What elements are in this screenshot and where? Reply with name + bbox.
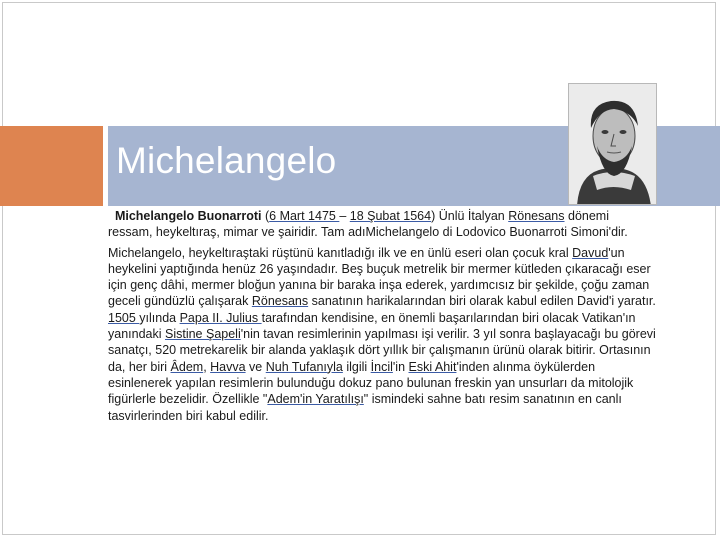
portrait-image — [568, 83, 657, 205]
text: 'un heykelini yaptığında henüz 26 yaşındadır. Beş buçuk metrelik bir mermer kütleden çıkaracağı eser için genç dâhi, mermer bloğun yanına bir baraka inşa ederek, yardımcısız bir şekilde, çoğu zaman geceli gündüzlü çalışarak — [108, 245, 651, 309]
text: yılında — [139, 310, 180, 325]
text: ve — [245, 359, 266, 374]
link-ademin-yaratilisi[interactable]: Adem'in Yaratılışı — [267, 392, 364, 407]
link-adem[interactable]: Âdem — [170, 359, 204, 374]
paragraph-2 — [108, 245, 656, 310]
text: ) Ünlü İtalyan — [431, 209, 509, 223]
text: 'in — [392, 359, 409, 374]
link-ronesans-2[interactable]: Rönesans — [251, 294, 309, 309]
text: " ismindeki sahne batı resim sanatının en canlı tasvirlerinden biri kabul edilir. — [108, 392, 622, 423]
link-1505[interactable]: 1505 — [108, 310, 140, 325]
text: – — [339, 209, 350, 223]
text: ilgili — [342, 359, 371, 374]
link-birth-date[interactable]: 6 Mart 1475 — [269, 209, 340, 223]
link-davud[interactable]: Davud — [572, 245, 609, 260]
link-ronesans[interactable]: Rönesans — [508, 209, 565, 223]
text: Michelangelo, heykeltıraştaki rüştünü kanıtladığı ilk ve en ünlü eseri olan çocuk kral — [108, 245, 573, 260]
text: sanatının harikalarından biri olarak kabul edilen David'i yaratır. — [308, 294, 656, 309]
link-sistine[interactable]: Sistine Şapeli — [164, 327, 241, 342]
accent-block — [0, 126, 103, 206]
text: 'nin tavan resimlerinin yapılması işi verilir. 3 yıl sonra başlayacağı bu görevi sanatçı, 520 metrekarelik bir alanda yaklaşık dört yıllık bir çalışmanın ürünü olarak bitirir. Ortasının da, her biri — [108, 327, 656, 374]
link-incil[interactable]: İncil — [370, 359, 393, 374]
page-title: Michelangelo — [116, 140, 337, 181]
link-eski-ahit[interactable]: Eski Ahit — [408, 359, 457, 374]
paragraph-3 — [108, 310, 656, 424]
link-havva[interactable]: Havva — [210, 359, 246, 374]
text: , — [203, 359, 211, 374]
body-text — [108, 208, 656, 424]
text: dönemi ressam, heykeltıraş, mimar ve şairidir. Tam adıMichelangelo di Lodovico Buonarroti Simoni'dir. — [108, 209, 628, 240]
text: tarafından kendisine, en önemli başarılarından biri olacak Vatikan'ın yanındaki — [108, 310, 636, 342]
link-death-date[interactable]: 18 Şubat 1564 — [349, 209, 432, 223]
link-nuh[interactable]: Nuh Tufanıyla — [265, 359, 343, 374]
name-bold: Michelangelo Buonarroti — [114, 209, 262, 223]
link-papa-julius[interactable]: Papa II. Julius — [179, 310, 262, 325]
text: 'inden alınma öykülerden esinlenerek yapılan resimlerin bulunduğu dokuz pano bulunan freskin yan unsurları da mitolojik figürlerle bezelidir. Özellikle " — [108, 359, 634, 407]
text: ( — [261, 209, 270, 223]
paragraph-1 — [108, 208, 656, 241]
